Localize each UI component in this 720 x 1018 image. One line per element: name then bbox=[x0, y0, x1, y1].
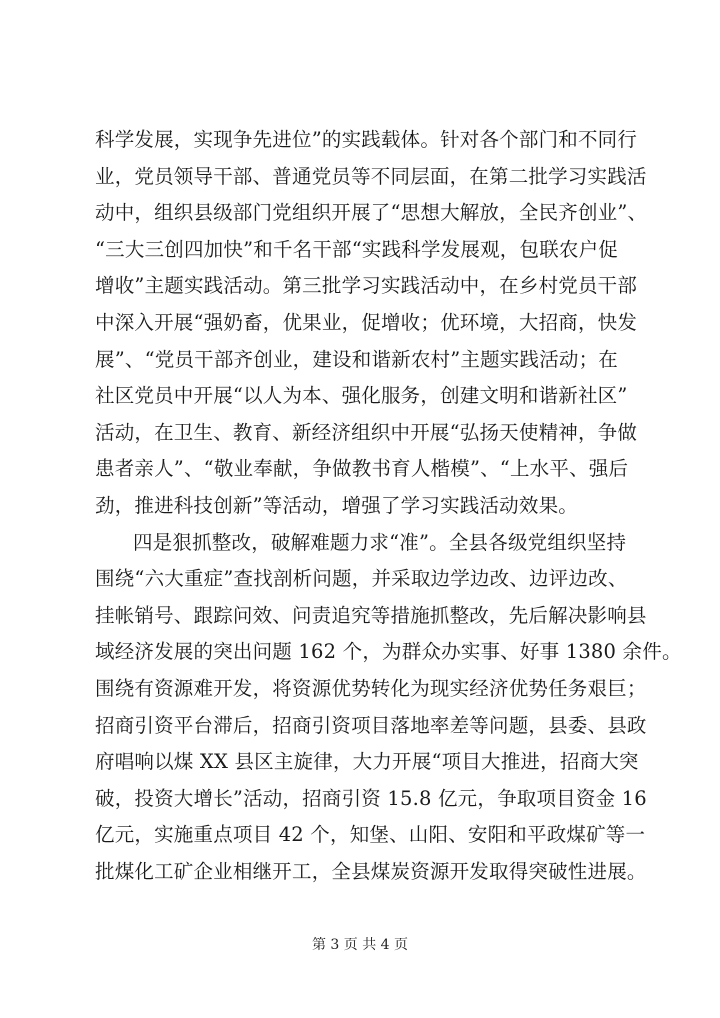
document-body bbox=[95, 122, 682, 890]
text-line: 展”、“党员干部齐创业，建设和谐新农村”主题实践活动；在 bbox=[95, 347, 619, 371]
text-line: 围绕有资源难开发，将资源优势转化为现实经济优势任务艰巨； bbox=[95, 676, 647, 700]
text-line: 批煤化工矿企业相继开工，全县煤炭资源开发取得突破性进展。 bbox=[95, 859, 647, 883]
text-line: 域经济发展的突出问题 162 个，为群众办实事、好事 1380 余件。 bbox=[95, 640, 682, 664]
text-line: 增收”主题实践活动。第三批学习实践活动中，在乡村党员干部 bbox=[95, 274, 638, 298]
text-line: 挂帐销号、跟踪问效、问责追究等措施抓整改，先后解决影响县 bbox=[95, 603, 647, 627]
text-line: 社区党员中开展“以人为本、强化服务，创建文明和谐新社区” bbox=[95, 384, 628, 408]
paragraph-start-line: 四是狠抓整改，破解难题力求“准”。全县各级党组织坚持 bbox=[133, 530, 627, 554]
text-line: 中深入开展“强奶畜，优果业，促增收；优环境，大招商，快发 bbox=[95, 310, 638, 334]
text-line: 活动，在卫生、教育、新经济组织中开展“弘扬天使精神，争做 bbox=[95, 420, 638, 444]
text-line: 破，投资大增长”活动，招商引资 15.8 亿元，争取项目资金 16 bbox=[95, 786, 647, 810]
text-line: 亿元，实施重点项目 42 个，知堡、山阳、安阳和平政煤矿等一 bbox=[95, 823, 646, 847]
text-line: 围绕“六大重症”查找剖析问题，并采取边学边改、边评边改、 bbox=[95, 567, 628, 591]
text-line: 业，党员领导干部、普通党员等不同层面，在第二批学习实践活 bbox=[95, 164, 647, 188]
text-line: 患者亲人”、“敬业奉献，争做教书育人楷模”、“上水平、强后 bbox=[95, 457, 629, 481]
text-line: 动中，组织县级部门党组织开展了“思想大解放，全民齐创业”、 bbox=[95, 201, 648, 225]
text-line: 劲，推进科技创新”等活动，增强了学习实践活动效果。 bbox=[95, 493, 578, 517]
text-line: 招商引资平台滞后，招商引资项目落地率差等问题，县委、县政 bbox=[95, 713, 647, 737]
text-line: 府唱响以煤 XX 县区主旋律，大力开展“项目大推进，招商大突 bbox=[95, 750, 639, 774]
text-line: 科学发展，实现争先进位”的实践载体。针对各个部门和不同行 bbox=[95, 128, 638, 151]
page-number-footer: 第 3 页 共 4 页 bbox=[311, 937, 409, 953]
text-line: “三大三创四加快”和千名干部“实践科学发展观，包联农户促 bbox=[95, 237, 619, 261]
